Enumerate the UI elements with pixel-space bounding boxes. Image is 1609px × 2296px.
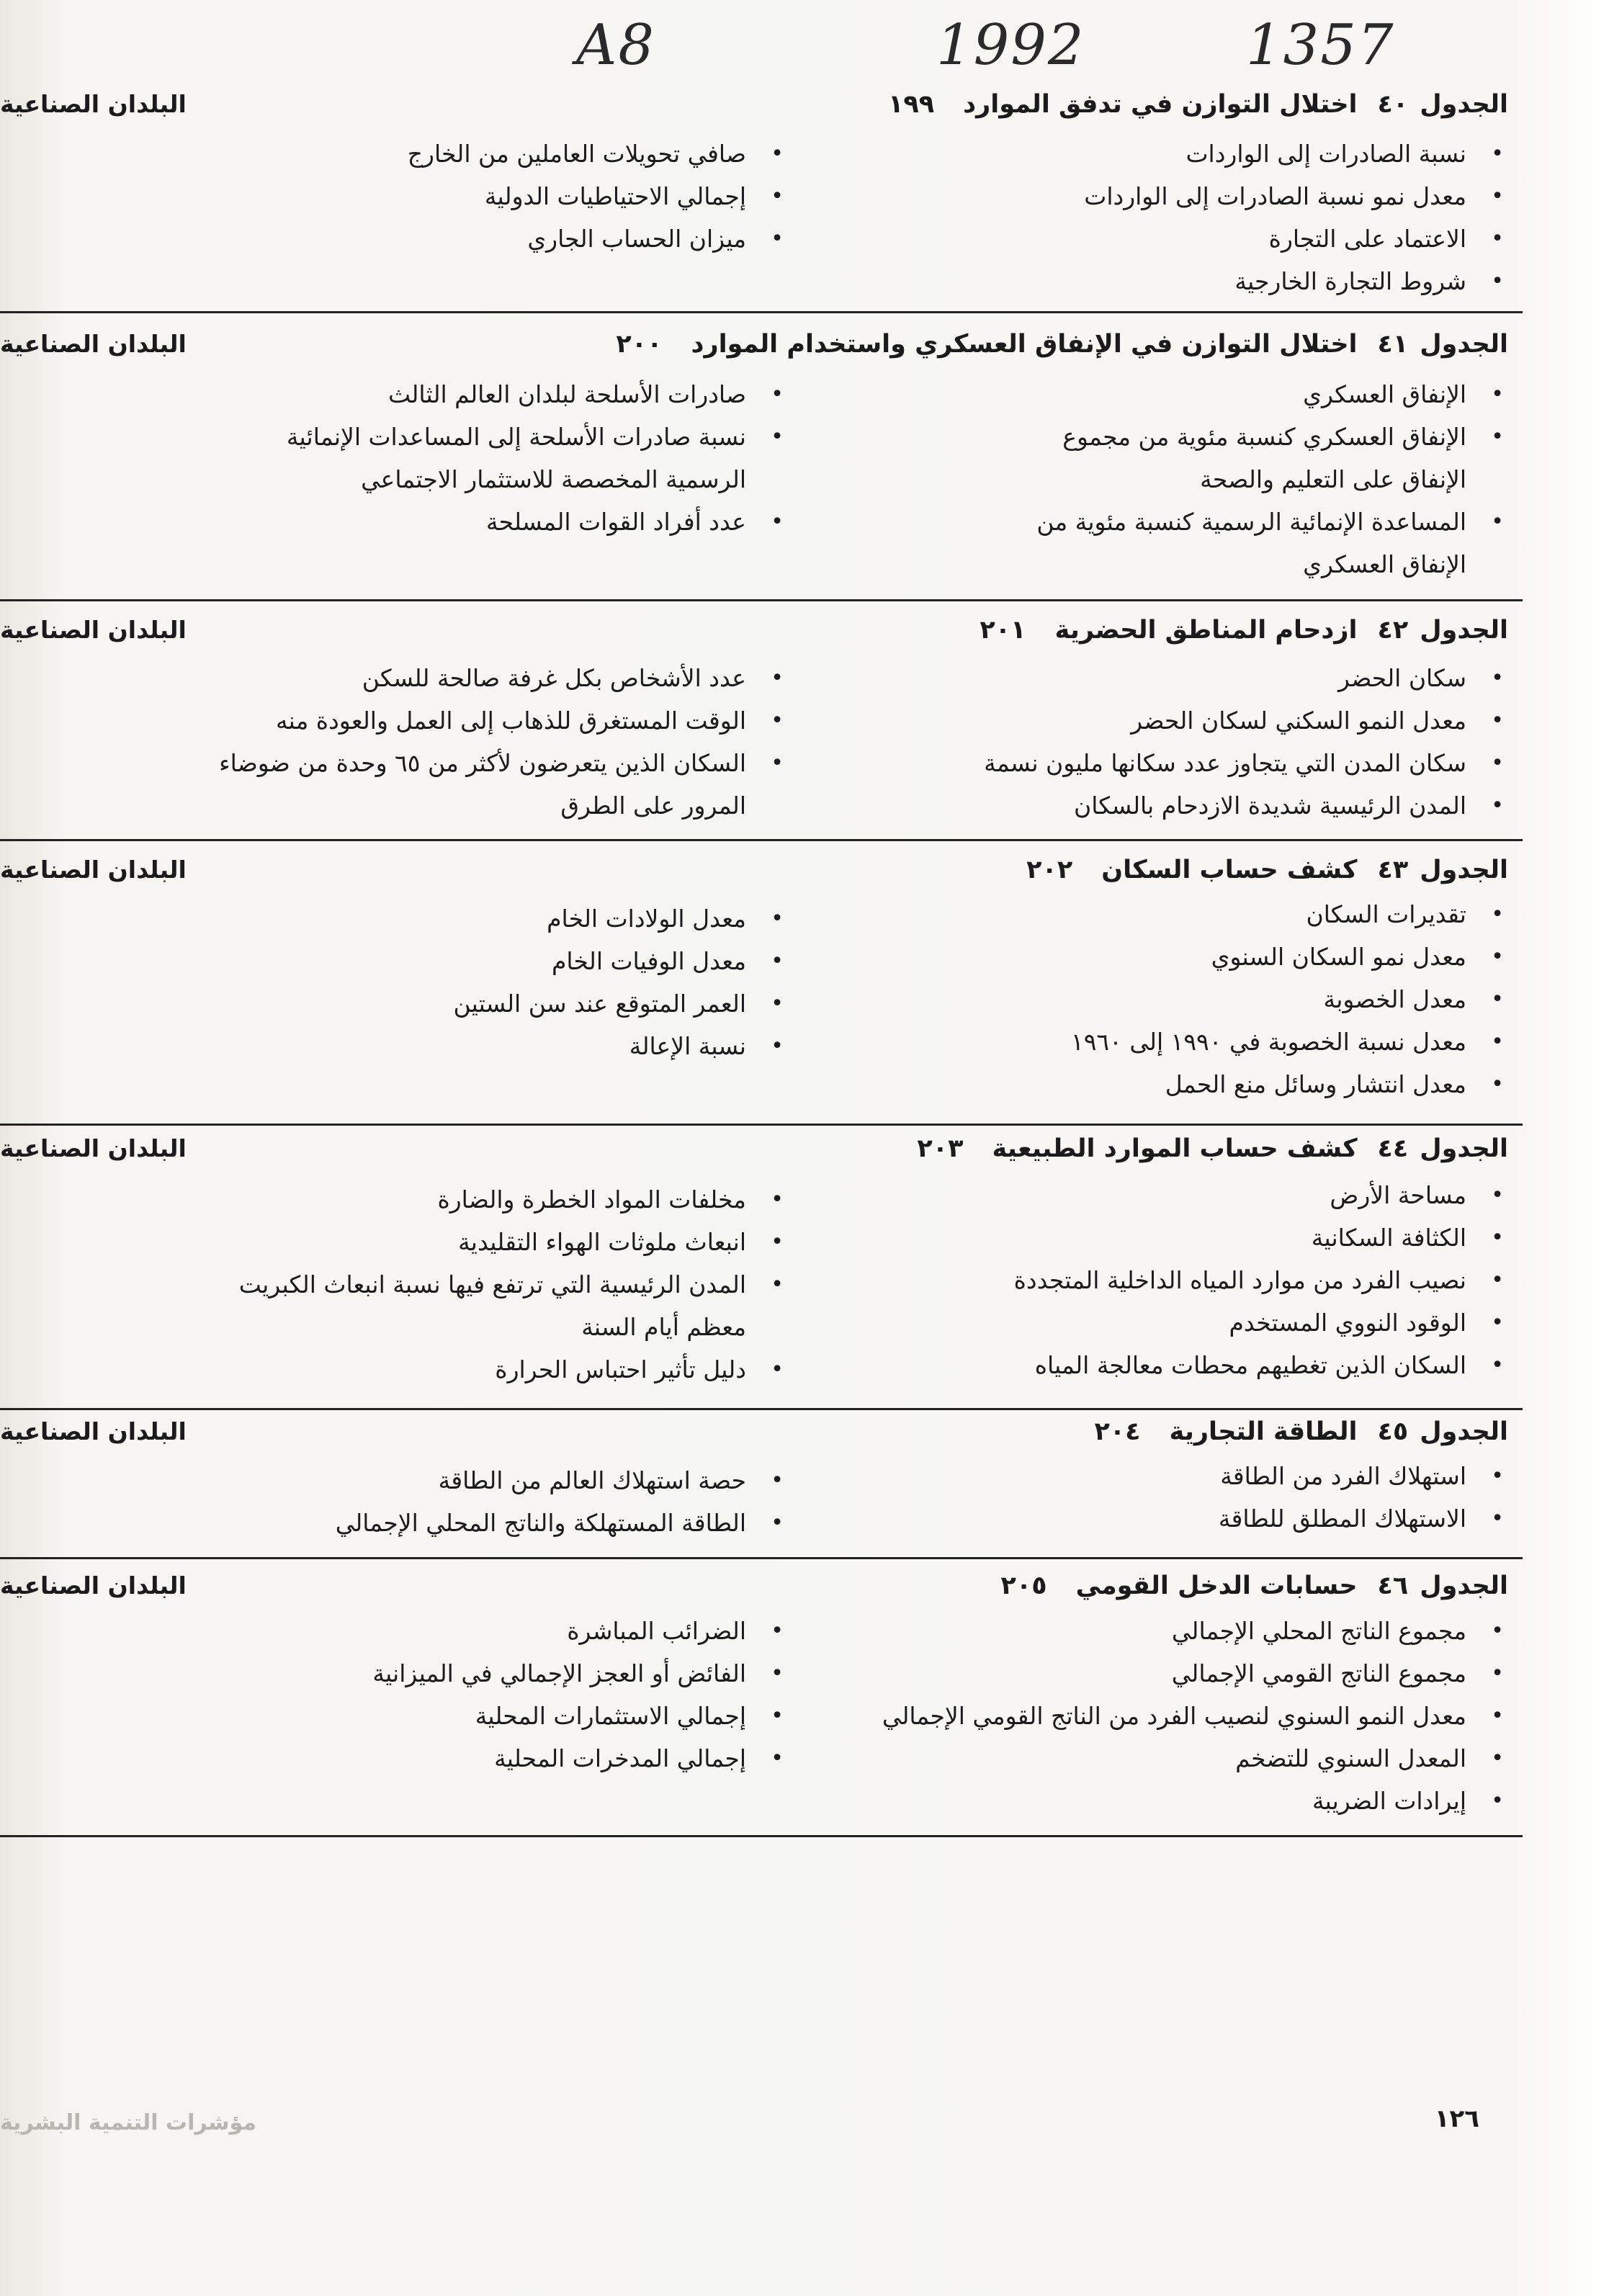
list-item-continuation: الرسمية المخصصة للاستثمار الاجتماعي	[361, 465, 746, 493]
list-item: • تقديرات السكان	[817, 893, 1508, 936]
list-item: • دليل تأثير احتباس الحرارة	[97, 1348, 788, 1391]
table-title	[1000, 1571, 1508, 1600]
indicator-list-right	[817, 133, 1508, 302]
list-item-continuation: الإنفاق العسكري	[1303, 550, 1466, 578]
table-name: ازدحام المناطق الحضرية	[1054, 616, 1358, 645]
list-item: • الإنفاق العسكري كنسبة مئوية من مجموع	[817, 416, 1508, 458]
indicator-list-left	[97, 1459, 788, 1544]
list-item: • معدل الولادات الخام	[97, 897, 788, 940]
list-item: • مخلفات المواد الخطرة والضارة	[97, 1178, 788, 1221]
indicator-list-right	[817, 1174, 1508, 1386]
list-item: • الاعتماد على التجارة	[817, 218, 1508, 260]
table-page-ref: ٢٠٠	[616, 330, 663, 359]
indicator-list-right	[817, 893, 1508, 1106]
list-item: • مساحة الأرض	[817, 1174, 1508, 1216]
list-item-continuation: الإنفاق على التعليم والصحة	[1200, 465, 1466, 493]
table-title	[1094, 1417, 1508, 1446]
table-number: ٤٢	[1377, 616, 1409, 645]
table-number: ٤٣	[1377, 856, 1409, 884]
list-item: • معدل نسبة الخصوبة في ١٩٩٠ إلى ١٩٦٠	[817, 1021, 1508, 1063]
country-group-label: البلدان الصناعية	[0, 1417, 187, 1445]
list-item: • عدد أفراد القوات المسلحة	[97, 501, 788, 543]
list-item: • الاستهلاك المطلق للطاقة	[817, 1497, 1508, 1540]
table-number: ٤٤	[1377, 1134, 1409, 1163]
list-item: • ميزان الحساب الجاري	[97, 218, 788, 260]
indicator-list-left	[97, 657, 788, 827]
list-item: • نسبة صادرات الأسلحة إلى المساعدات الإنمائية	[97, 416, 788, 458]
table-label: الجدول	[1420, 90, 1508, 119]
table-header	[0, 1134, 1508, 1178]
list-item: • المساعدة الإنمائية الرسمية كنسبة مئوية من	[817, 501, 1508, 543]
section-divider	[0, 1408, 1523, 1410]
list-item: • مجموع الناتج المحلي الإجمالي	[817, 1610, 1508, 1652]
table-name: كشف حساب الموارد الطبيعية	[992, 1134, 1358, 1163]
list-item: • حصة استهلاك العالم من الطاقة	[97, 1459, 788, 1502]
indicator-list-left	[97, 133, 788, 260]
handwritten-year: 1992	[936, 13, 1085, 78]
table-header	[0, 616, 1508, 659]
list-item: • الفائض أو العجز الإجمالي في الميزانية	[97, 1652, 788, 1695]
country-group-label: البلدان الصناعية	[0, 1134, 187, 1162]
list-item: • السكان الذين تغطيهم محطات معالجة المياه	[817, 1344, 1508, 1386]
table-number: ٤٠	[1377, 90, 1409, 119]
table-label: الجدول	[1420, 616, 1508, 645]
list-item: • السكان الذين يتعرضون لأكثر من ٦٥ وحدة من ضوضاء	[97, 742, 788, 784]
list-item: • عدد الأشخاص بكل غرفة صالحة للسكن	[97, 657, 788, 699]
section-divider	[0, 599, 1523, 601]
indicator-list-left	[97, 1610, 788, 1780]
list-item: • سكان المدن التي يتجاوز عدد سكانها مليون نسمة	[817, 742, 1508, 784]
table-title	[616, 330, 1508, 359]
list-item-continuation: معظم أيام السنة	[581, 1313, 746, 1341]
list-item: • صافي تحويلات العاملين من الخارج	[97, 133, 788, 175]
page-number: ١٢٦	[1434, 2104, 1479, 2133]
table-page-ref: ٢٠١	[980, 616, 1026, 645]
table-name: اختلال التوازن في الإنفاق العسكري واستخدام الموارد	[691, 330, 1358, 359]
table-label: الجدول	[1420, 330, 1508, 359]
table-header	[0, 1571, 1508, 1615]
list-item: • نسبة الإعالة	[97, 1025, 788, 1067]
list-item: • استهلاك الفرد من الطاقة	[817, 1455, 1508, 1497]
list-item: • الكثافة السكانية	[817, 1216, 1508, 1259]
section-divider	[0, 839, 1523, 841]
list-item: • معدل الخصوبة	[817, 978, 1508, 1021]
table-header	[0, 1417, 1508, 1461]
section-divider	[0, 1557, 1523, 1559]
list-item: • إجمالي الاحتياطيات الدولية	[97, 175, 788, 218]
indicator-list-right	[817, 373, 1508, 586]
country-group-label: البلدان الصناعية	[0, 90, 187, 118]
indicator-list-right	[817, 1455, 1508, 1540]
indicator-list-right	[817, 1610, 1508, 1822]
table-header	[0, 90, 1508, 133]
table-page-ref: ١٩٩	[888, 90, 935, 119]
table-name: كشف حساب السكان	[1101, 856, 1358, 884]
list-item: • العمر المتوقع عند سن الستين	[97, 982, 788, 1025]
table-label: الجدول	[1420, 1571, 1508, 1600]
list-item: • المدن الرئيسية التي ترتفع فيها نسبة انبعاث الكبريت	[97, 1263, 788, 1306]
running-footer-title: مؤشرات التنمية البشرية	[0, 2110, 256, 2135]
country-group-label: البلدان الصناعية	[0, 616, 187, 644]
table-page-ref: ٢٠٣	[917, 1134, 964, 1163]
section-divider	[0, 1835, 1523, 1837]
table-title	[1026, 856, 1508, 884]
list-item: • سكان الحضر	[817, 657, 1508, 699]
handwritten-number: 1357	[1246, 13, 1395, 78]
indicator-list-left	[97, 897, 788, 1067]
table-label: الجدول	[1420, 1417, 1508, 1446]
handwritten-code: A8	[576, 13, 655, 78]
list-item: • معدل النمو السكني لسكان الحضر	[817, 699, 1508, 742]
list-item: • نسبة الصادرات إلى الواردات	[817, 133, 1508, 175]
list-item: • إجمالي الاستثمارات المحلية	[97, 1695, 788, 1737]
list-item: • الوقود النووي المستخدم	[817, 1301, 1508, 1344]
list-item: • مجموع الناتج القومي الإجمالي	[817, 1652, 1508, 1695]
list-item: • الطاقة المستهلكة والناتج المحلي الإجمالي	[97, 1502, 788, 1544]
list-item: • صادرات الأسلحة لبلدان العالم الثالث	[97, 373, 788, 416]
list-item: • إيرادات الضريبة	[817, 1780, 1508, 1822]
list-item-continuation: المرور على الطرق	[560, 792, 746, 820]
list-item: • معدل النمو السنوي لنصيب الفرد من الناتج القومي الإجمالي	[817, 1695, 1508, 1737]
table-header	[0, 856, 1508, 899]
indicator-list-right	[817, 657, 1508, 827]
list-item: • معدل انتشار وسائل منع الحمل	[817, 1063, 1508, 1106]
table-name: الطاقة التجارية	[1169, 1417, 1358, 1446]
table-header	[0, 330, 1508, 373]
table-label: الجدول	[1420, 1134, 1508, 1163]
table-number: ٤١	[1377, 330, 1409, 359]
table-title	[888, 90, 1508, 119]
list-item: • المدن الرئيسية شديدة الازدحام بالسكان	[817, 784, 1508, 827]
country-group-label: البلدان الصناعية	[0, 1571, 187, 1600]
table-name: حسابات الدخل القومي	[1075, 1571, 1358, 1600]
list-item: • الوقت المستغرق للذهاب إلى العمل والعودة منه	[97, 699, 788, 742]
list-item: • إجمالي المدخرات المحلية	[97, 1737, 788, 1780]
table-title	[917, 1134, 1508, 1163]
section-divider	[0, 311, 1523, 313]
table-page-ref: ٢٠٢	[1026, 856, 1073, 884]
list-item: • المعدل السنوي للتضخم	[817, 1737, 1508, 1780]
list-item: • معدل نمو نسبة الصادرات إلى الواردات	[817, 175, 1508, 218]
table-title	[980, 616, 1508, 645]
country-group-label: البلدان الصناعية	[0, 330, 187, 358]
table-page-ref: ٢٠٤	[1094, 1417, 1141, 1446]
table-label: الجدول	[1420, 856, 1508, 884]
section-divider	[0, 1124, 1523, 1126]
list-item: • الضرائب المباشرة	[97, 1610, 788, 1652]
indicator-list-left	[97, 1178, 788, 1391]
list-item: • انبعاث ملوثات الهواء التقليدية	[97, 1221, 788, 1263]
table-number: ٤٥	[1377, 1417, 1409, 1446]
list-item: • نصيب الفرد من موارد المياه الداخلية المتجددة	[817, 1259, 1508, 1301]
list-item: • شروط التجارة الخارجية	[817, 260, 1508, 302]
list-item: • الإنفاق العسكري	[817, 373, 1508, 416]
indicator-list-left	[97, 373, 788, 543]
table-page-ref: ٢٠٥	[1000, 1571, 1047, 1600]
list-item: • معدل الوفيات الخام	[97, 940, 788, 982]
list-item: • معدل نمو السكان السنوي	[817, 936, 1508, 978]
table-name: اختلال التوازن في تدفق الموارد	[963, 90, 1358, 119]
table-number: ٤٦	[1377, 1571, 1409, 1600]
country-group-label: البلدان الصناعية	[0, 856, 187, 884]
